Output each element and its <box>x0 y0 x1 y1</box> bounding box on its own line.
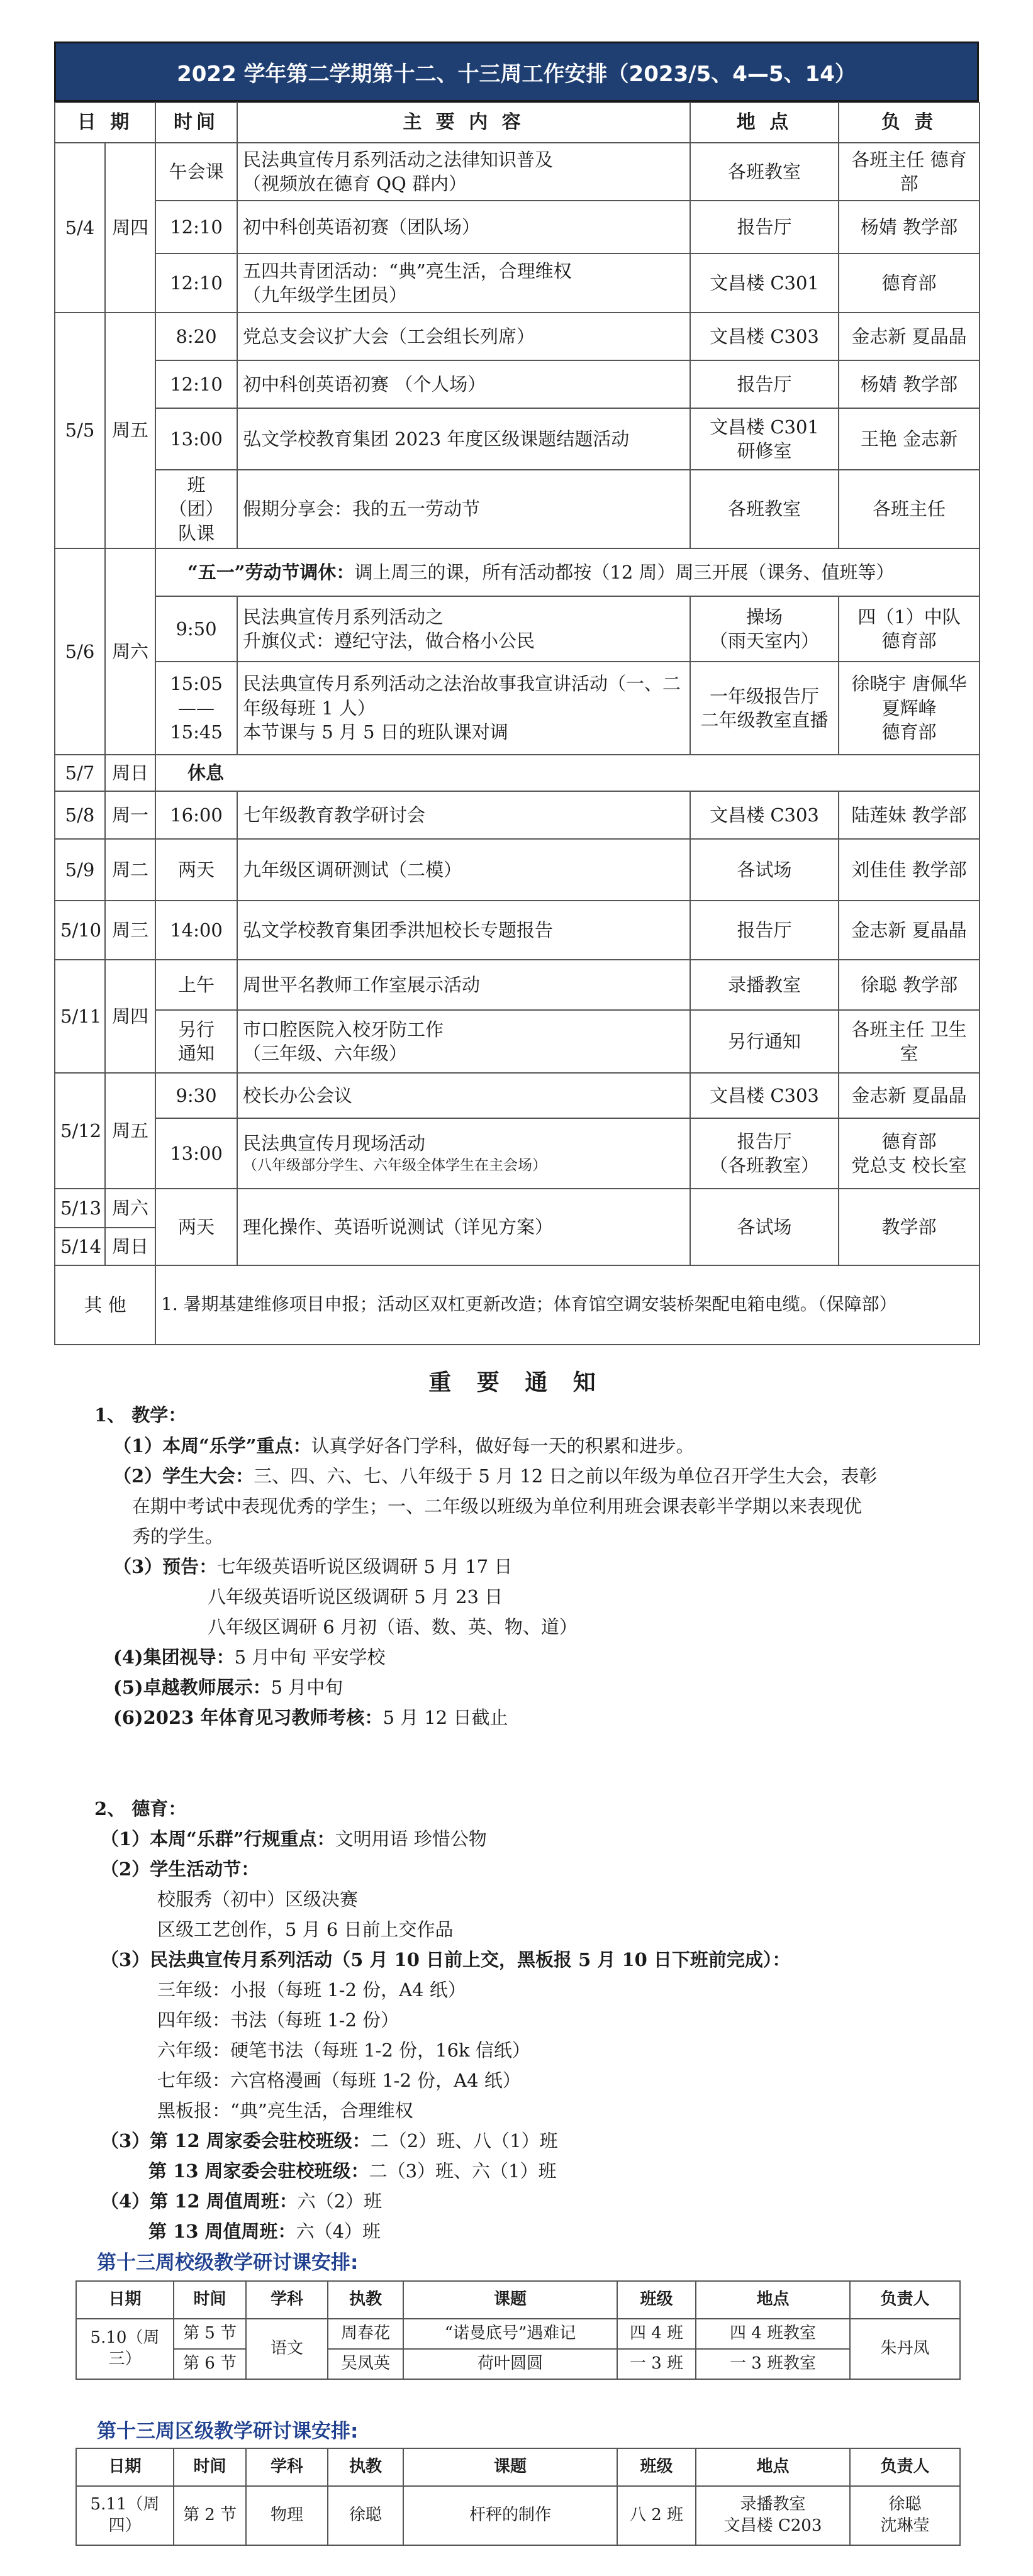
owner-cell: 德育部 党总支 校长室 <box>839 1118 980 1189</box>
content-cell: 周世平名教师工作室展示活动 <box>237 960 690 1010</box>
header-place: 地 点 <box>690 103 839 143</box>
table-row <box>55 253 980 313</box>
item-text: 二（3）班、六（1）班 <box>369 2160 557 2182</box>
weekday-cell: 周三 <box>105 901 155 960</box>
content-main: 民法典宣传月现场活动 <box>243 1133 426 1155</box>
place-cell: 四 4 班教室 <box>696 2319 850 2349</box>
table-header-row <box>76 2281 960 2319</box>
place-cell: 报告厅 <box>690 201 839 253</box>
owner-cell: 德育部 <box>839 253 980 313</box>
other-content: 1. 暑期基建维修项目申报；活动区双杠更新改造；体育馆空调安装桥架配电箱电缆。（保障部） <box>155 1265 980 1345</box>
header-time: 时间 <box>174 2281 246 2319</box>
owner-cell: 杨婧 教学部 <box>839 360 980 408</box>
schedule-title: 2022 学年第二学期第十二、十三周工作安排（2023/5、4—5、14） <box>54 42 979 102</box>
header-owner: 负责人 <box>850 2448 960 2486</box>
table-row <box>55 470 980 548</box>
header-date: 日 期 <box>55 103 155 143</box>
item-label: (5)卓越教师展示： <box>113 1677 271 1698</box>
table-row <box>55 901 980 960</box>
date-cell: 5/13 <box>55 1189 105 1228</box>
content-cell: 民法典宣传月系列活动之法治故事我宣讲活动（一、二年级每班 1 人） 本节课与 5 月 5 日的班队课对调 <box>237 662 690 755</box>
notice-item-line: 八年级英语听说区级调研 5 月 23 日 <box>208 1586 503 1607</box>
place-cell: 各试场 <box>690 1189 839 1265</box>
notice-item <box>101 2186 382 2216</box>
date-cell: 5/12 <box>55 1073 105 1189</box>
notice-item-line: 区级工艺创作，5 月 6 日前上交作品 <box>157 1919 454 1940</box>
table-row <box>55 548 980 596</box>
content-cell: 初中科创英语初赛（团队场） <box>237 201 690 253</box>
notice-item-line: 三年级：小报（每班 1-2 份，A4 纸） <box>157 1979 466 2001</box>
content-cell: 民法典宣传月系列活动之 升旗仪式：遵纪守法，做合格小公民 <box>237 596 690 662</box>
header-time: 时间 <box>155 103 237 143</box>
owner-cell: 朱丹凤 <box>850 2319 960 2379</box>
item-text: 5 月 12 日截止 <box>382 1707 508 1728</box>
item-label: (6)2023 年体育见习教师考核： <box>113 1707 383 1728</box>
owner-cell: 教学部 <box>839 1189 980 1265</box>
item-text: 5 月中旬 平安学校 <box>234 1646 386 1668</box>
notice-item-line: 校服秀（初中）区级决赛 <box>157 1889 359 1910</box>
holiday-adjustment-note <box>155 548 980 596</box>
place-cell: 报告厅 <box>690 360 839 408</box>
header-owner: 负 责 <box>839 103 980 143</box>
owner-cell: 徐聪 教学部 <box>839 960 980 1010</box>
item-label: （3）民法典宣传月系列活动（5 月 10 日前上交，黑板报 5 月 10 日下班前完成）： <box>101 1949 791 1970</box>
item-text: 二（2）班、八（1）班 <box>370 2130 558 2151</box>
header-subject: 学科 <box>246 2281 328 2319</box>
owner-cell: 陆莲妹 教学部 <box>839 791 980 839</box>
time-cell: 第 5 节 <box>174 2319 246 2349</box>
content-cell: 弘文学校教育集团 2023 年度区级课题结题活动 <box>237 408 690 470</box>
table-row <box>55 143 980 201</box>
table-header-row <box>55 103 980 143</box>
table-row <box>55 596 980 662</box>
notice-item <box>113 1552 512 1582</box>
notice-item-line: 在期中考试中表现优秀的学生；一、二年级以班级为单位利用班会课表彰半学期以来表现优 <box>132 1496 863 1517</box>
time-cell: 9:50 <box>155 596 237 662</box>
table-row <box>55 662 980 755</box>
owner-cell: 四（1）中队 德育部 <box>839 596 980 662</box>
owner-cell: 徐晓宇 唐佩华 夏辉峰 德育部 <box>839 662 980 755</box>
header-time: 时间 <box>174 2448 246 2486</box>
rest-day-cell: 休息 <box>155 755 980 791</box>
content-cell: 校长办公会议 <box>237 1073 690 1118</box>
table-row <box>55 755 980 791</box>
teacher-cell: 徐聪 <box>328 2486 403 2545</box>
item-text: 5 月中旬 <box>271 1677 343 1698</box>
header-teacher: 执教 <box>328 2281 403 2319</box>
district-research-table <box>75 2448 961 2546</box>
owner-cell: 金志新 夏晶晶 <box>839 901 980 960</box>
date-cell: 5/4 <box>55 143 105 313</box>
place-cell: 录播教室 文昌楼 C203 <box>696 2486 850 2545</box>
header-topic: 课题 <box>403 2281 617 2319</box>
header-class: 班级 <box>617 2281 696 2319</box>
table-row <box>55 960 980 1010</box>
topic-cell: 荷叶圆圆 <box>403 2349 617 2379</box>
table-row <box>55 791 980 839</box>
place-cell: 文昌楼 C303 <box>690 791 839 839</box>
content-cell: 九年级区调研测试（二模） <box>237 839 690 901</box>
weekday-cell: 周四 <box>105 143 155 313</box>
owner-cell: 各班主任 <box>839 470 980 548</box>
item-label: （2）学生大会： <box>113 1465 254 1487</box>
item-label: （3）第 12 周家委会驻校班级： <box>101 2130 371 2151</box>
place-cell: 各班教室 <box>690 143 839 201</box>
class-cell: 八 2 班 <box>617 2486 696 2545</box>
header-subject: 学科 <box>246 2448 328 2486</box>
header-place: 地点 <box>696 2281 850 2319</box>
header-place: 地点 <box>696 2448 850 2486</box>
place-cell: 文昌楼 C301 研修室 <box>690 408 839 470</box>
time-cell: 第 2 节 <box>174 2486 246 2545</box>
table-row <box>55 360 980 408</box>
content-cell: 党总支会议扩大会（工会组长列席） <box>237 313 690 360</box>
owner-cell: 各班主任 德育部 <box>839 143 980 201</box>
item-text: 七年级英语听说区级调研 5 月 17 日 <box>217 1556 513 1577</box>
content-cell <box>237 1118 690 1189</box>
other-label: 其 他 <box>55 1265 155 1345</box>
notice-item-line: 秀的学生。 <box>132 1526 224 1547</box>
owner-cell: 王艳 金志新 <box>839 408 980 470</box>
topic-cell: 杆秤的制作 <box>403 2486 617 2545</box>
item-text: 三、四、六、七、八年级于 5 月 12 日之前以年级为单位召开学生大会，表彰 <box>254 1465 878 1487</box>
place-cell: 文昌楼 C303 <box>690 1073 839 1118</box>
place-cell: 另行通知 <box>690 1010 839 1073</box>
table-row <box>55 1073 980 1118</box>
header-date: 日期 <box>76 2448 174 2486</box>
table-row <box>76 2319 960 2349</box>
item-label: （4）第 12 周值周班： <box>101 2190 298 2212</box>
time-cell: 另行 通知 <box>155 1010 237 1073</box>
weekday-cell: 周六 <box>105 1189 155 1228</box>
section-title: 2、 德育： <box>94 1798 187 1819</box>
section-title: 1、 教学： <box>94 1404 187 1426</box>
class-cell: 一 3 班 <box>617 2349 696 2379</box>
place-cell: 一 3 班教室 <box>696 2349 850 2379</box>
school-research-title: 第十三周校级教学研讨课安排: <box>97 2251 359 2274</box>
weekday-cell: 周日 <box>105 1228 155 1265</box>
class-cell: 四 4 班 <box>617 2319 696 2349</box>
notice-section-moral-title <box>94 1794 186 1824</box>
time-cell: 12:10 <box>155 201 237 253</box>
header-date: 日期 <box>76 2281 174 2319</box>
item-text: 六（2）班 <box>297 2190 382 2212</box>
time-cell: 午会课 <box>155 143 237 201</box>
district-research-title: 第十三周区级教学研讨课安排: <box>97 2420 359 2443</box>
weekly-schedule-table <box>54 102 980 1345</box>
place-cell: 操场 （雨天室内） <box>690 596 839 662</box>
header-teacher: 执教 <box>328 2448 403 2486</box>
notice-item <box>101 1824 487 1854</box>
item-text: 认真学好各门学科，做好每一天的积累和进步。 <box>311 1435 695 1457</box>
item-label: (4)集团视导： <box>113 1646 235 1668</box>
date-cell: 5/7 <box>55 755 105 791</box>
weekday-cell: 周六 <box>105 548 155 755</box>
notice-item <box>101 2126 558 2156</box>
time-cell: 9:30 <box>155 1073 237 1118</box>
notice-item <box>113 1672 343 1702</box>
notice-item-line: 四年级：书法（每班 1-2 份） <box>157 2009 399 2031</box>
notice-item <box>101 1945 790 1975</box>
table-row <box>55 201 980 253</box>
weekday-cell: 周五 <box>105 313 155 548</box>
topic-cell: “诺曼底号”遇难记 <box>403 2319 617 2349</box>
subject-cell: 语文 <box>246 2319 328 2379</box>
time-cell: 12:10 <box>155 253 237 313</box>
date-cell: 5/14 <box>55 1228 105 1265</box>
notice-title: 重 要 通 知 <box>428 1369 605 1396</box>
school-research-table <box>75 2280 961 2380</box>
table-row <box>55 408 980 470</box>
place-cell: 报告厅 <box>690 901 839 960</box>
content-cell: 民法典宣传月系列活动之法律知识普及 （视频放在德育 QQ 群内） <box>237 143 690 201</box>
date-cell: 5.11（周四） <box>76 2486 174 2545</box>
table-row <box>76 2486 960 2545</box>
place-cell: 文昌楼 C301 <box>690 253 839 313</box>
item-label: （1）本周“乐群”行规重点： <box>101 1828 335 1850</box>
date-cell: 5/9 <box>55 839 105 901</box>
table-row <box>55 839 980 901</box>
place-cell: 一年级报告厅 二年级教室直播 <box>690 662 839 755</box>
content-cell: 七年级教育教学研讨会 <box>237 791 690 839</box>
weekday-cell: 周二 <box>105 839 155 901</box>
place-cell: 报告厅 （各班教室） <box>690 1118 839 1189</box>
date-cell: 5/10 <box>55 901 105 960</box>
notice-item-line: 七年级：六宫格漫画（每班 1-2 份，A4 纸） <box>157 2070 521 2091</box>
time-cell: 上午 <box>155 960 237 1010</box>
time-cell: 两天 <box>155 839 237 901</box>
header-class: 班级 <box>617 2448 696 2486</box>
table-row <box>55 1010 980 1073</box>
item-text: 文明用语 珍惜公物 <box>335 1828 487 1850</box>
item-label: （2）学生活动节： <box>101 1858 260 1880</box>
notice-item-line: 八年级区调研 6 月初（语、数、英、物、道） <box>208 1616 578 1638</box>
owner-cell: 刘佳佳 教学部 <box>839 839 980 901</box>
time-cell: 两天 <box>155 1189 237 1265</box>
content-cell: 初中科创英语初赛 （个人场） <box>237 360 690 408</box>
content-cell: 五四共青团活动：“典”亮生活，合理维权 （九年级学生团员） <box>237 253 690 313</box>
time-cell: 13:00 <box>155 1118 237 1189</box>
table-row <box>55 1189 980 1228</box>
weekday-cell: 周四 <box>105 960 155 1073</box>
header-topic: 课题 <box>403 2448 617 2486</box>
time-cell: 8:20 <box>155 313 237 360</box>
notice-item <box>101 1854 259 1884</box>
table-row <box>55 313 980 360</box>
notice-item <box>113 1461 877 1491</box>
time-cell: 13:00 <box>155 408 237 470</box>
content-cell: 假期分享会：我的五一劳动节 <box>237 470 690 548</box>
notice-item <box>113 1642 386 1672</box>
date-cell: 5/5 <box>55 313 105 548</box>
date-cell: 5/11 <box>55 960 105 1073</box>
place-cell: 各班教室 <box>690 470 839 548</box>
time-cell: 16:00 <box>155 791 237 839</box>
holiday-adjustment-label: “五一”劳动节调休： <box>187 561 355 583</box>
item-label: 第 13 周值周班： <box>148 2221 296 2242</box>
owner-cell: 杨婧 教学部 <box>839 201 980 253</box>
content-cell: 市口腔医院入校牙防工作 （三年级、六年级） <box>237 1010 690 1073</box>
item-label: （1）本周“乐学”重点： <box>113 1435 311 1457</box>
time-cell: 15:05 —— 15:45 <box>155 662 237 755</box>
holiday-adjustment-text: 调上周三的课，所有活动都按（12 周）周三开展（课务、值班等） <box>354 561 895 583</box>
owner-cell: 金志新 夏晶晶 <box>839 313 980 360</box>
time-cell: 14:00 <box>155 901 237 960</box>
table-row <box>76 2349 960 2379</box>
weekday-cell: 周日 <box>105 755 155 791</box>
place-cell: 各试场 <box>690 839 839 901</box>
table-row-other <box>55 1265 980 1345</box>
teacher-cell: 周春花 <box>328 2319 403 2349</box>
table-header-row <box>76 2448 960 2486</box>
item-label: 第 13 周家委会驻校班级： <box>148 2160 369 2182</box>
notice-item-line: 黑板报：“典”亮生活，合理维权 <box>157 2100 413 2121</box>
content-cell: 理化操作、英语听说测试（详见方案） <box>237 1189 690 1265</box>
time-cell: 第 6 节 <box>174 2349 246 2379</box>
date-cell: 5/6 <box>55 548 105 755</box>
notice-item <box>148 2156 556 2186</box>
owner-cell: 金志新 夏晶晶 <box>839 1073 980 1118</box>
notice-item <box>113 1431 695 1461</box>
item-label: （3）预告： <box>113 1556 218 1577</box>
place-cell: 录播教室 <box>690 960 839 1010</box>
item-text: 六（4）班 <box>296 2221 381 2242</box>
notice-item <box>148 2216 381 2246</box>
weekday-cell: 周五 <box>105 1073 155 1189</box>
place-cell: 文昌楼 C303 <box>690 313 839 360</box>
date-cell: 5.10（周三） <box>76 2319 174 2379</box>
time-cell: 12:10 <box>155 360 237 408</box>
header-content: 主 要 内 容 <box>237 103 690 143</box>
subject-cell: 物理 <box>246 2486 328 2545</box>
owner-cell: 徐聪 沈琳莹 <box>850 2486 960 2545</box>
notice-section-teaching-title <box>94 1400 186 1430</box>
date-cell: 5/8 <box>55 791 105 839</box>
notice-item-line: 六年级：硬笔书法（每班 1-2 份，16k 信纸） <box>157 2040 530 2061</box>
owner-cell: 各班主任 卫生室 <box>839 1010 980 1073</box>
time-cell: 班（团） 队课 <box>155 470 237 548</box>
weekday-cell: 周一 <box>105 791 155 839</box>
teacher-cell: 吴凤英 <box>328 2349 403 2379</box>
table-row <box>55 1118 980 1189</box>
content-sub: （八年级部分学生、六年级全体学生在主会场） <box>243 1157 547 1174</box>
header-owner: 负责人 <box>850 2281 960 2319</box>
content-cell: 弘文学校教育集团季洪旭校长专题报告 <box>237 901 690 960</box>
notice-item <box>113 1702 508 1733</box>
